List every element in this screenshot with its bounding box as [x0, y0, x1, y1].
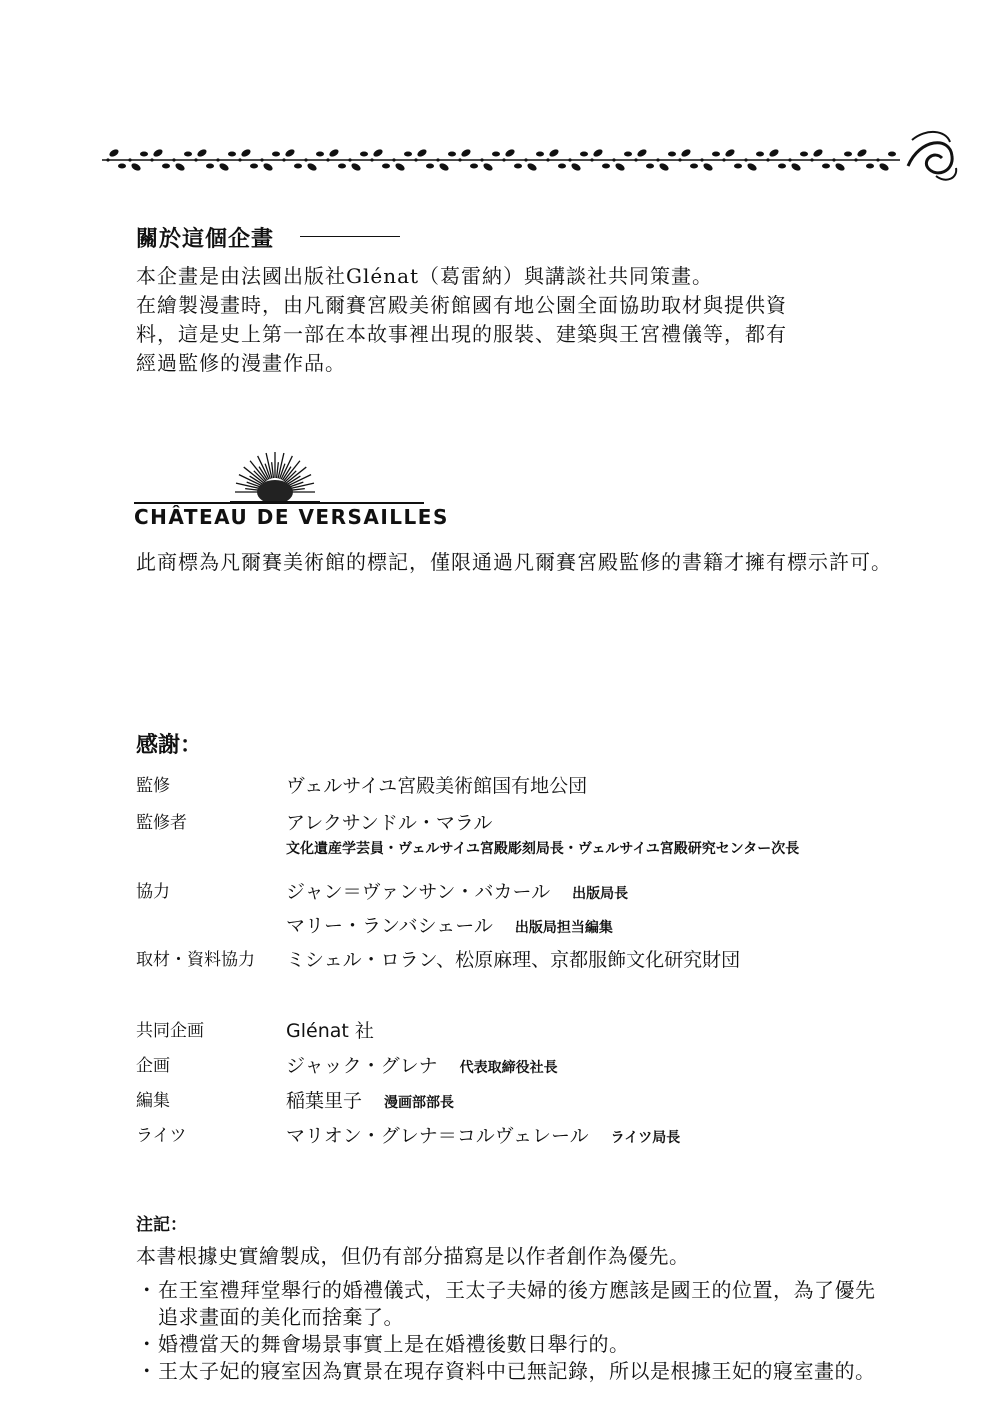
- project-line-4: 經過監修的漫畫作品。: [136, 351, 346, 375]
- note-item-continuation: 追求畫面的美化而捨棄了。: [158, 1305, 404, 1329]
- credit-role: 協力: [136, 882, 170, 902]
- credit-name: ヴェルサイユ宮殿美術館国有地公団: [286, 775, 588, 797]
- notes-intro: 本書根據史實繪製成，但仍有部分描寫是以作者創作為優先。: [136, 1244, 690, 1268]
- credit-role: 取材・資料協力: [136, 950, 255, 970]
- credit-row: [136, 911, 936, 941]
- credit-name: ミシェル・ロラン、松原麻理、京都服飾文化研究財団: [286, 949, 741, 971]
- notes-title: 注記：: [136, 1215, 187, 1235]
- supervisor-subtitle: 文化遺産学芸員・ヴェルサイユ宮殿彫刻局長・ヴェルサイユ宮殿研究センター次長: [286, 841, 800, 857]
- logo-wordmark: CHÂTEAU DE VERSAILLES: [134, 505, 449, 529]
- note-item: ・在王室禮拜堂舉行的婚禮儀式，王太子夫婦的後方應該是國王的位置，為了優先: [136, 1278, 876, 1302]
- project-line-2: 在繪製漫畫時，由凡爾賽宮殿美術館國有地公園全面協助取材與提供資: [136, 293, 787, 317]
- note-item: ・婚禮當天的舞會場景事實上是在婚禮後數日舉行的。: [136, 1332, 630, 1356]
- credit-name: アレクサンドル・マラル: [286, 812, 493, 834]
- credit-role: 共同企画: [136, 1021, 204, 1041]
- credit-name: マリオン・グレナ＝コルヴェレール ライツ局長: [286, 1125, 681, 1147]
- credit-name: ジャン＝ヴァンサン・バカール 出版局長: [286, 881, 629, 903]
- credit-name: 稲葉里子 漫画部部長: [286, 1090, 455, 1112]
- project-title: 關於這個企畫: [136, 226, 275, 252]
- project-line-1: 本企畫是由法國出版社Glénat（葛雷納）與講談社共同策畫。: [136, 264, 714, 288]
- credit-row: [136, 1016, 936, 1046]
- credit-role: 編集: [136, 1091, 170, 1111]
- credit-name: Glénat 社: [286, 1020, 374, 1042]
- credit-role: 監修: [136, 776, 170, 796]
- credit-row: [136, 1051, 936, 1081]
- credit-name: マリー・ランバシェール 出版局担当編集: [286, 915, 613, 937]
- credit-row: [136, 1086, 936, 1116]
- logo-note: 此商標為凡爾賽美術館的標記，僅限通過凡爾賽宮殿監修的書籍才擁有標示許可。: [136, 550, 892, 574]
- note-item: ・王太子妃的寢室因為實景在現存資料中已無記錄，所以是根據王妃的寢室畫的。: [136, 1359, 876, 1383]
- credit-name: ジャック・グレナ 代表取締役社長: [286, 1055, 558, 1077]
- credit-role: 監修者: [136, 813, 187, 833]
- credit-row: [136, 771, 936, 801]
- logo-rule: [134, 502, 424, 504]
- credit-row: [136, 945, 936, 975]
- palace-sun-logo-icon: [220, 448, 330, 504]
- thanks-title: 感謝：: [136, 733, 203, 758]
- credit-row: [136, 877, 936, 907]
- credit-role: ライツ: [136, 1126, 187, 1146]
- credit-row: [136, 1121, 936, 1151]
- vine-scroll-border-icon: [100, 128, 960, 188]
- credit-role: 企画: [136, 1056, 170, 1076]
- project-line-3: 料，這是史上第一部在本故事裡出現的服裝、建築與王宮禮儀等，都有: [136, 322, 787, 346]
- title-rule: [300, 236, 400, 237]
- credit-row: [136, 808, 936, 838]
